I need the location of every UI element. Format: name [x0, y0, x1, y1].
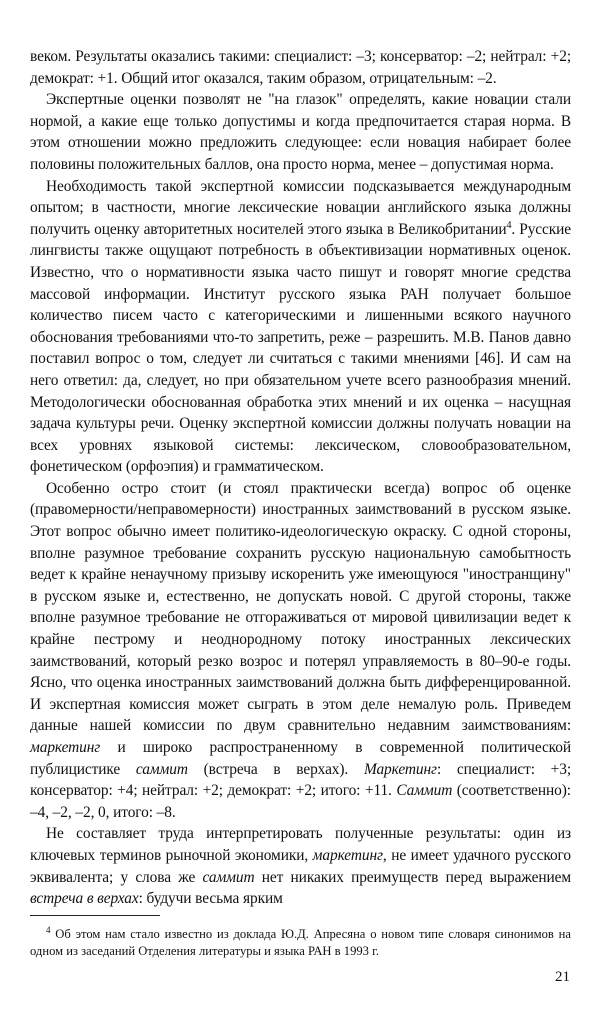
paragraph-3 [30, 176, 571, 478]
footnote-marker: 4 [46, 924, 51, 935]
paragraph-text: Необходимость такой экспертной комиссии подсказывается международным опытом; в частности, многие лексические новации английского языка должны получить оценку авторитетных носителей этого языка в Великобритании [30, 177, 571, 238]
page-number: 21 [555, 969, 570, 985]
body-text [30, 46, 571, 910]
footnote-reference: 4 [506, 219, 512, 231]
paragraph-text: , не имеет удачного русского эквивалента; у слова же [30, 846, 571, 886]
paragraph-text: Не составляет труда интерпретировать полученные результаты: один из ключевых терминов рыночной экономики, [30, 825, 571, 864]
paragraph-4 [30, 478, 571, 824]
paragraph-1 [30, 46, 571, 89]
paragraph-text: Экспертные оценки позволят не "на глазок" определять, какие новации стали нормой, а какие еще только допустимы и когда предпочитается старая норма. В этом отношении можно предложить следующее: если новация набирает более половины положительных баллов, она просто норма, менее – допустимая норма. [30, 91, 571, 173]
footnote-text: Об этом нам стало известно из доклада Ю.Д. Апресяна о новом типе словаря синонимов на одном из заседаний Отделения литературы и языка РАН в 1993 г. [30, 927, 571, 958]
italic-term: встреча в верхах [30, 890, 139, 908]
paragraph-text: . Русские лингвисты также ощущают потребность в объективизации нормативных оценок. Известно, что о нормативности языка часто пишут и говорят многие средства массовой информации. Институт русского языка РАН получает большое количество писем часто с категорическими и лишенными всякого научного обоснования требованиями что-то запретить, реже – разрешить. М.В. Панов давно поставил вопрос о том, следует ли считаться с такими мнениями [46]. И сам на него ответил: да, следует, но при обязательном учете всего разнообразия мнений. Методологически обоснованная обработка этих мнений и их оценка – насущная задача культуры речи. Оценку экспертной комиссии должны получать новации на всех уровнях языковой системы: лексическом, словообразовательном, фонетическом (орфоэпия) и грамматическом. [30, 220, 571, 476]
paragraph-text: (встреча в верхах). [187, 760, 364, 778]
paragraph-5 [30, 823, 571, 909]
paragraph-text: Особенно остро стоит (и стоял практически всегда) вопрос об оценке (правомерности/неправомерности) иностранных заимствований в русском языке. Этот вопрос обычно имеет политико-идеологическую окраску. С одной стороны, вполне разумное требование сохранить русскую национальную самобытность ведет к крайне ненаучному призыву искоренить уже имеющуюся "иностранщину" в русском языке и, естественно, не допускать новой. С другой стороны, также вполне разумное требование не отгораживаться от мировой цивилизации ведет к крайне пестрому и неоднородному потоку иностранных лексических заимствований, который резко возрос и потерял управляемость в 80–90-е годы. Ясно, что оценка иностранных заимствований должна быть дифференцированной. И экспертная комиссия может сыграть в этом деле немалую роль. Приведем данные нашей комиссии по двум сравнительно недавним заимствованиям: [30, 479, 571, 735]
paragraph-text: нет никаких преимуществ перед выражением [254, 868, 572, 886]
italic-term: маркетинг [312, 846, 383, 864]
paragraph-text: : специалист: +3; консерватор: +4; нейтрал: +2; демократ: +2; итого: +11. [30, 760, 572, 800]
footnote-divider [30, 915, 160, 916]
paragraph-text: : будучи весьма ярким [138, 890, 283, 908]
paragraph-text: (соответственно): –4, –2, –2, 0, итого: –8. [30, 782, 571, 821]
italic-term: саммит [202, 868, 255, 886]
italic-term: Маркетинг [363, 760, 437, 778]
paragraph-text: веком. Результаты оказались такими: специалист: –3; консерватор: –2; нейтрал: +2; демократ: +1. Общий итог оказался, таким образом, отрицательным: –2. [30, 48, 571, 87]
italic-term: маркетинг [30, 739, 101, 756]
italic-term: Саммит [396, 782, 453, 800]
paragraph-text: и широко распространенному в современной политической публицистике [30, 739, 571, 778]
footnote [30, 926, 571, 960]
paragraph-2 [30, 89, 571, 175]
italic-term: саммит [135, 760, 188, 778]
